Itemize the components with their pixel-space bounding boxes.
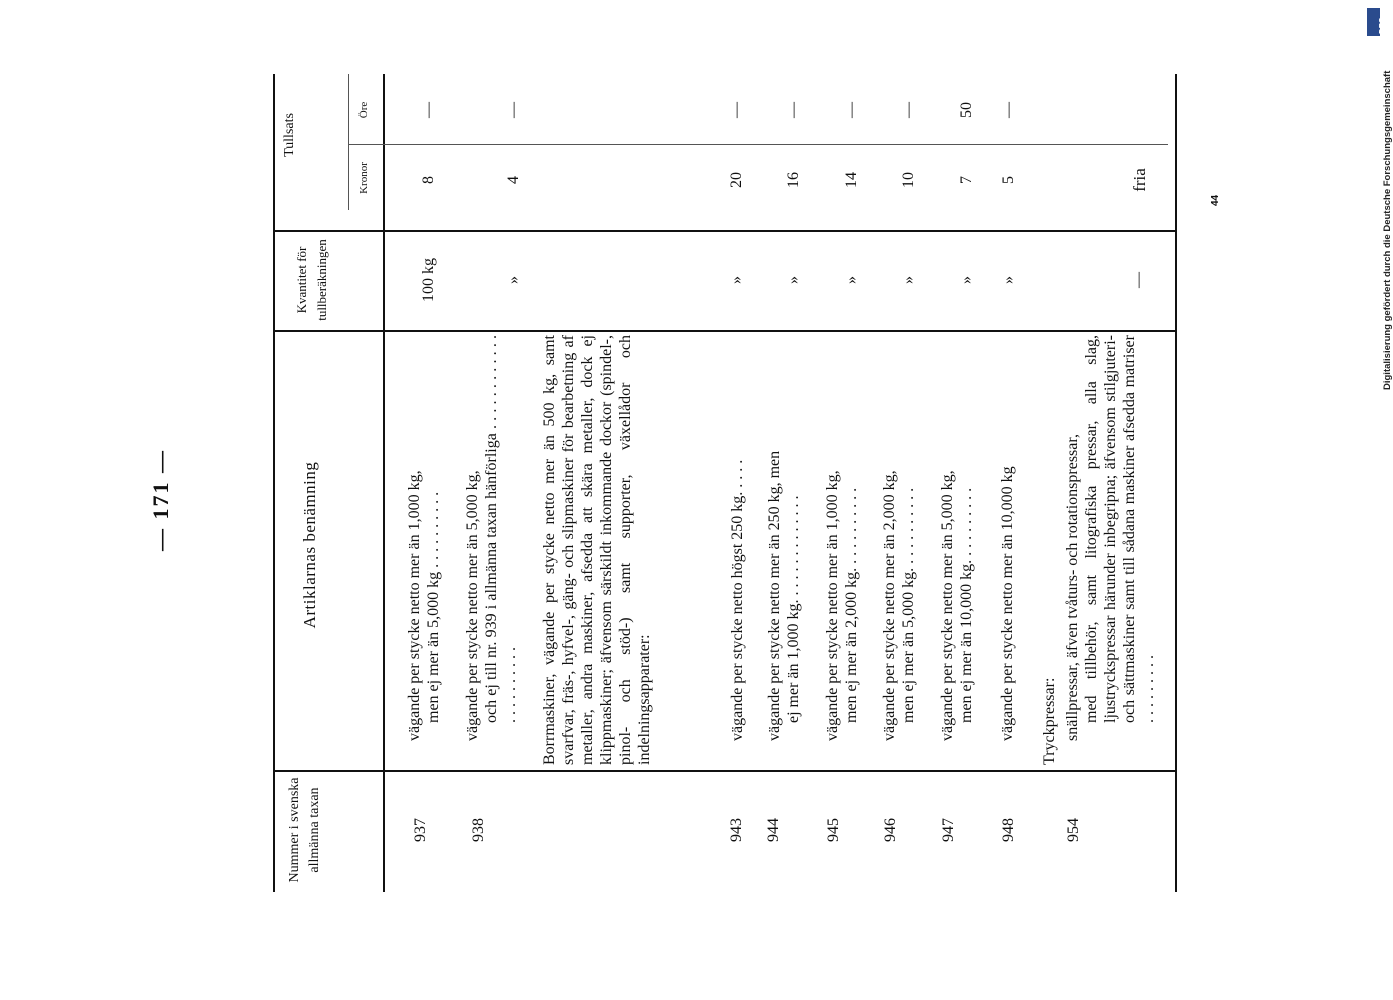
row-description-cont: men ej mer än 10,000 kg. . . . . . . . . . bbox=[958, 487, 975, 723]
row-ore: — bbox=[843, 102, 860, 118]
row-description-text: vägande per stycke netto mer än 1,000 kg, bbox=[406, 470, 423, 741]
row-ore: — bbox=[900, 102, 917, 118]
row-number: 937 bbox=[412, 818, 429, 842]
sheet-number: 44 bbox=[1210, 194, 1221, 206]
row-description-text: Tryckpressar: bbox=[1041, 677, 1058, 765]
row-description-text: vägande per stycke netto mer än 250 kg, men bbox=[766, 450, 783, 741]
row-number: 943 bbox=[728, 818, 745, 842]
row-description bbox=[998, 335, 1017, 765]
row-description-text: Borrmaskiner, vägande per stycke netto mer än 500 kg, samt svarfvar, fräs-, hyfvel-, gäng- och slipmaskiner för bearbetning af metaller, andra maskiner, afsedda att skära metaller, dock ej klippmaskiner; äfvensom särskildt inkommande dockor (spindel-, pinol- och stöd-) samt supporter, växellådor och indelningsapparater: bbox=[541, 335, 653, 765]
row-description-cont: men ej mer än 5,000 kg. . . . . . . . . . . bbox=[900, 487, 917, 723]
row-number: 945 bbox=[825, 818, 842, 842]
row-kronor: 8 bbox=[420, 176, 437, 184]
header-ore: Öre bbox=[358, 101, 370, 119]
row-description-cont: med tillbehör, samt litografiska pressar, alla slag, ljustryckspressar härunder inbegripna; äfvensom stilgjuteri- och sättmaskiner samt till sådana maskiner afsedda matriser . . . . . . . . . bbox=[1083, 335, 1157, 723]
header-article: Artiklarnas benämning bbox=[300, 461, 319, 629]
row-quantity: » bbox=[728, 276, 745, 284]
header-kronor: Kronor bbox=[358, 162, 370, 194]
row-description-text: vägande per stycke netto mer än 1,000 kg, bbox=[824, 470, 841, 741]
row-kronor: 5 bbox=[1000, 176, 1017, 184]
row-quantity: » bbox=[900, 276, 917, 284]
row-description bbox=[938, 335, 976, 765]
row-quantity: » bbox=[785, 276, 802, 284]
row-description-text: vägande per stycke netto mer än 5,000 kg, bbox=[464, 470, 481, 741]
header-tariff: Tullsats bbox=[282, 113, 297, 157]
page-number: — 171 — bbox=[148, 449, 173, 551]
row-number: 944 bbox=[765, 818, 782, 842]
row-description-text: vägande per stycke netto mer än 5,000 kg, bbox=[939, 470, 956, 741]
row-description bbox=[880, 335, 918, 765]
row-kronor: 10 bbox=[900, 172, 917, 188]
row-description bbox=[765, 335, 803, 765]
row-description bbox=[728, 335, 747, 765]
row-number: 947 bbox=[940, 818, 957, 842]
row-description bbox=[540, 335, 654, 765]
tariff-subheader-rule bbox=[348, 74, 349, 210]
row-ore: — bbox=[728, 102, 745, 118]
column-rule-1 bbox=[273, 770, 1177, 772]
column-rule-2 bbox=[273, 330, 1177, 332]
row-number: 946 bbox=[882, 818, 899, 842]
row-kronor: 14 bbox=[843, 172, 860, 188]
row-ore: 50 bbox=[958, 102, 975, 118]
row-quantity: — bbox=[1130, 272, 1147, 288]
row-description-cont: ej mer än 1,000 kg. . . . . . . . . . . . . . bbox=[785, 495, 802, 723]
digitization-note: Digitalisierung gefördert durch die Deutsche Forschungsgemeinschaft bbox=[1382, 70, 1393, 390]
row-number: 938 bbox=[470, 818, 487, 842]
row-quantity: » bbox=[958, 276, 975, 284]
row-kronor: fria bbox=[1130, 168, 1149, 192]
row-description-text: vägande per stycke netto högst 250 kg. . . . . bbox=[729, 459, 746, 741]
row-kronor: 4 bbox=[505, 176, 522, 184]
dfg-logo: DFG bbox=[1367, 8, 1380, 36]
row-quantity: » bbox=[843, 276, 860, 284]
row-description-text: snällpressar, äfven tvåturs- och rotationspressar, bbox=[1064, 433, 1081, 741]
row-description-cont: men ej mer än 5,000 kg . . . . . . . . . . bbox=[425, 491, 442, 723]
row-kronor: 20 bbox=[728, 172, 745, 188]
header-quantity: Kvantitet för tullberäkningen bbox=[294, 239, 329, 321]
row-description-text: vägande per stycke netto mer än 2,000 kg, bbox=[881, 470, 898, 741]
row-kronor: 7 bbox=[958, 176, 975, 184]
header-number: Nummer i svenska allmänna taxan bbox=[287, 777, 322, 883]
row-number: 948 bbox=[1000, 818, 1017, 842]
row-description-text: vägande per stycke netto mer än 10,000 kg bbox=[999, 466, 1016, 741]
column-rule-4 bbox=[348, 144, 1168, 145]
row-description-cont: och ej till nr. 939 i allmänna taxan hänförliga . . . . . . . . . . . . . . . . . . . . . . bbox=[483, 335, 519, 723]
row-description-cont: men ej mer än 2,000 kg. . . . . . . . . . . bbox=[843, 487, 860, 723]
row-ore: — bbox=[785, 102, 802, 118]
row-description bbox=[823, 335, 861, 765]
row-ore: — bbox=[505, 102, 522, 118]
row-ore: — bbox=[1000, 102, 1017, 118]
row-ore: — bbox=[420, 102, 437, 118]
row-quantity: » bbox=[1000, 276, 1017, 284]
row-kronor: 16 bbox=[785, 172, 802, 188]
row-quantity: 100 kg bbox=[420, 258, 437, 302]
row-description bbox=[1063, 335, 1158, 765]
row-number: 954 bbox=[1065, 818, 1082, 842]
row-description bbox=[405, 335, 443, 765]
row-description bbox=[1040, 335, 1059, 765]
row-description bbox=[463, 335, 520, 765]
column-rule-3 bbox=[273, 230, 1177, 232]
row-quantity: » bbox=[505, 276, 522, 284]
